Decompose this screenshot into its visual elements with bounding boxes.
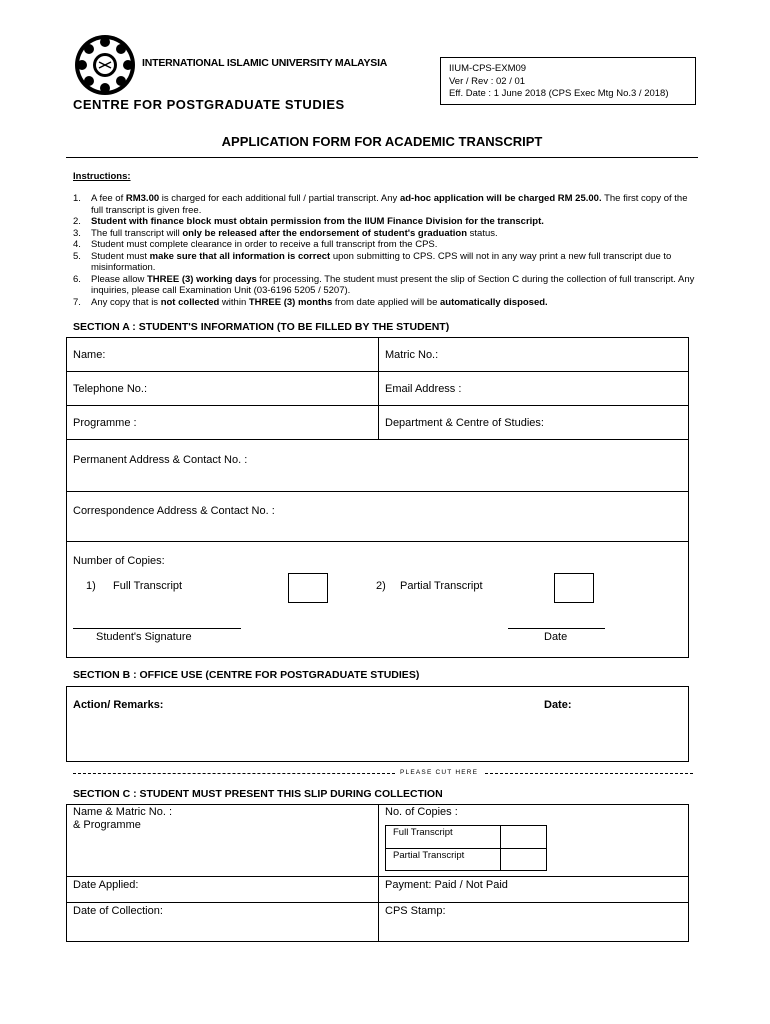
column-divider [378,337,379,439]
column-divider [500,825,501,871]
section-b-box [66,686,689,762]
divider [66,439,689,440]
section-b-title: SECTION B : OFFICE USE (CENTRE FOR POSTGRADUATE STUDIES) [73,669,420,681]
jawi-university-name [142,70,368,90]
instruction-item [73,297,699,309]
instruction-text: RM3.00 [125,193,160,204]
instruction-text: Student must [91,250,150,262]
instruction-text: ad-hoc application will be charged RM 25.00. [399,193,602,204]
instruction-text: status. [467,227,498,239]
arabic-university-name [142,32,368,58]
instruction-number: 4. [73,239,81,250]
section-a-title: SECTION A : STUDENT'S INFORMATION (TO BE FILLED BY THE STUDENT) [73,321,450,333]
slip-name-matric-field[interactable]: Name & Matric No. : [73,806,173,818]
slip-payment-field[interactable]: Payment: Paid / Not Paid [385,879,508,891]
partial-transcript-copies-box[interactable] [554,573,594,603]
instruction-number: 5. [73,250,81,262]
doc-code: IIUM-CPS-EXM09 [449,63,527,74]
instruction-text: THREE (3) months [248,296,333,308]
department-field[interactable]: Department & Centre of Studies: [385,417,544,429]
instruction-text: upon submitting to CPS. CPS will not in any way print a new full transcript due to misinformation. [91,250,672,273]
instruction-text: Student must complete clearance in order to receive a full transcript from the CPS. [91,239,438,250]
slip-partial-transcript-label: Partial Transcript [393,850,465,861]
instruction-text: not collected [160,296,220,308]
instruction-item [73,228,699,240]
divider [66,541,689,542]
column-divider [378,804,379,942]
instruction-item [73,239,699,251]
centre-name: CENTRE FOR POSTGRADUATE STUDIES [73,97,345,112]
instruction-number: 1. [73,193,81,204]
cut-dash-right [485,773,693,774]
instruction-item [73,274,699,297]
iium-seal-logo [74,34,136,96]
instructions-title: Instructions: [73,171,131,182]
instruction-item [73,216,699,228]
cut-line-label: PLEASE CUT HERE [400,769,479,776]
date-label: Date [544,631,568,643]
doc-effective-date: Eff. Date : 1 June 2018 (CPS Exec Mtg No.3 / 2018) [449,88,669,99]
slip-copies-label: No. of Copies : [385,806,458,818]
email-field[interactable]: Email Address : [385,383,462,395]
action-remarks-field[interactable]: Action/ Remarks: [73,699,164,711]
instruction-text: only be released after the endorsement of student's graduation [182,227,468,239]
slip-cps-stamp-field[interactable]: CPS Stamp: [385,905,446,917]
instruction-text: A fee of [91,193,126,204]
telephone-field[interactable]: Telephone No.: [73,383,147,395]
slip-date-applied-field[interactable]: Date Applied: [73,879,139,891]
correspondence-address-field[interactable]: Correspondence Address & Contact No. : [73,505,275,517]
instruction-text: Any copy that is [91,296,161,308]
name-field[interactable]: Name: [73,349,106,361]
student-signature-label: Student's Signature [96,631,192,643]
number-of-copies-label: Number of Copies: [73,555,165,567]
permanent-address-field[interactable]: Permanent Address & Contact No. : [73,454,248,466]
full-transcript-number: 1) [86,580,96,592]
instructions-list [73,193,699,308]
slip-full-transcript-label: Full Transcript [393,827,453,838]
signature-line[interactable] [73,628,241,629]
instruction-text: THREE (3) working days [146,273,257,285]
instruction-text: within [219,296,249,308]
slip-programme-label: & Programme [73,819,141,831]
divider [385,848,547,849]
instruction-number: 2. [73,216,81,227]
programme-field[interactable]: Programme : [73,417,137,429]
partial-transcript-number: 2) [376,580,386,592]
instruction-text: The full transcript will [91,227,183,239]
partial-transcript-label: Partial Transcript [400,580,483,592]
document-control-box [440,57,696,105]
university-name: INTERNATIONAL ISLAMIC UNIVERSITY MALAYSIA [142,57,388,69]
full-transcript-copies-box[interactable] [288,573,328,603]
office-date-field[interactable]: Date: [544,699,572,711]
doc-version: Ver / Rev : 02 / 01 [449,75,526,87]
instruction-text: Student with finance block must obtain permission from the IIUM Finance Division for the transcript. [91,216,544,227]
instruction-text: make sure that all information is correct [149,250,331,262]
instruction-text: automatically disposed. [440,296,548,308]
cut-line [73,769,693,779]
divider [66,491,689,492]
instruction-number: 3. [73,227,81,239]
instruction-item [73,251,699,274]
full-transcript-label: Full Transcript [113,580,183,592]
instruction-text: is charged for each additional full / partial transcript. Any [159,193,400,204]
instruction-text: The first copy of the full transcript is given free. [91,193,688,216]
instruction-item [73,193,699,216]
matric-field[interactable]: Matric No.: [385,349,439,361]
instruction-text: for processing. The student must present the slip of Section C during the collection of full transcript. Any inquiries, please call Examination Unit (03-6196 5205 / 5207). [91,273,695,296]
instruction-text: Please allow [91,273,147,285]
section-c-title: SECTION C : STUDENT MUST PRESENT THIS SLIP DURING COLLECTION [73,788,443,800]
instruction-number: 7. [73,296,81,308]
cut-dash-left [73,773,395,774]
form-title: APPLICATION FORM FOR ACADEMIC TRANSCRIPT [66,127,698,158]
instruction-text: from date applied will be [332,296,440,308]
instruction-number: 6. [73,273,81,285]
date-line[interactable] [508,628,605,629]
slip-date-collection-field[interactable]: Date of Collection: [73,905,163,917]
